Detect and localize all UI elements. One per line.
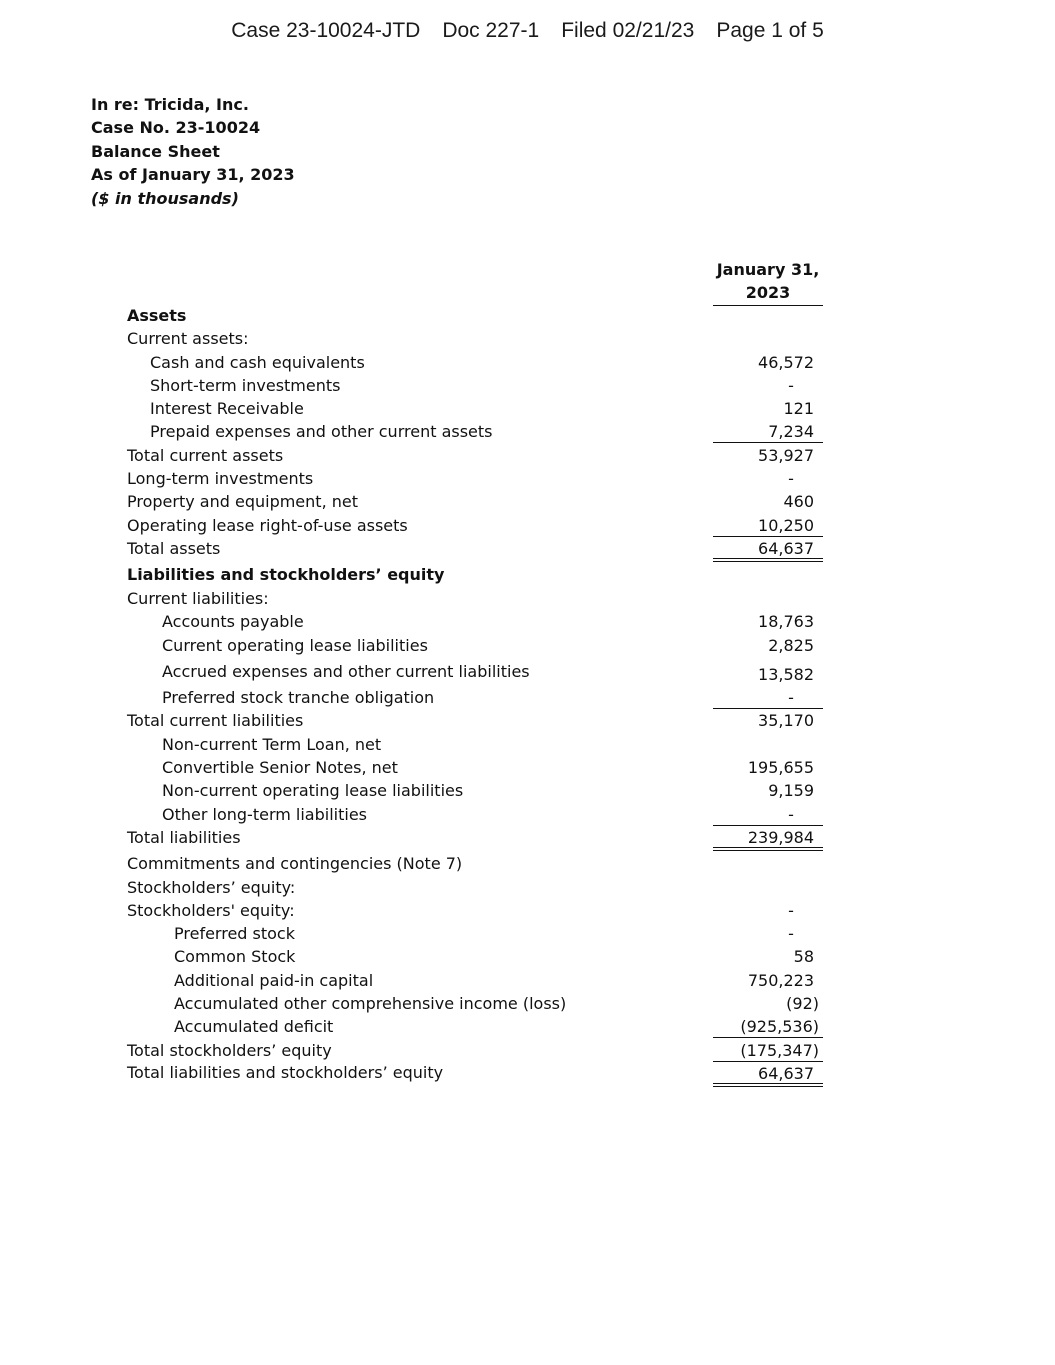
row-label: Total liabilities — [127, 828, 241, 847]
row-label: Long-term investments — [127, 469, 314, 488]
table-row — [0, 923, 1055, 945]
row-value: 121 — [783, 399, 814, 418]
row-value: 195,655 — [747, 758, 814, 777]
row-value: 35,170 — [758, 711, 814, 730]
table-row — [0, 877, 1055, 899]
row-value: 9,159 — [768, 781, 814, 800]
table-row — [0, 687, 1055, 709]
row-label: Operating lease right-of-use assets — [127, 516, 408, 535]
table-row — [0, 564, 1055, 586]
row-label: Total assets — [127, 539, 221, 558]
row-label: Preferred stock tranche obligation — [162, 688, 435, 707]
row-value: 53,927 — [758, 446, 814, 465]
table-row — [0, 611, 1055, 633]
row-value: 2,825 — [768, 636, 814, 655]
table-row — [0, 328, 1055, 350]
as-of-date: As of January 31, 2023 — [91, 165, 295, 185]
row-label: Accumulated deficit — [174, 1017, 334, 1036]
table-row — [0, 757, 1055, 779]
table-row — [0, 1040, 1055, 1062]
table-row — [0, 993, 1055, 1015]
column-header-line-2: 2023 — [745, 283, 791, 302]
row-label: Total stockholders’ equity — [127, 1041, 332, 1060]
row-value: - — [788, 924, 794, 943]
document-title-block — [91, 93, 295, 210]
case-number-stamp: Case 23-10024-JTD — [231, 19, 421, 42]
row-label: Total liabilities and stockholders’ equity — [127, 1063, 444, 1082]
row-label: Preferred stock — [174, 924, 295, 943]
row-label: Prepaid expenses and other current assets — [150, 422, 493, 441]
row-value: 64,637 — [713, 538, 823, 562]
table-row — [0, 421, 1055, 443]
row-label: Cash and cash equivalents — [150, 353, 365, 372]
table-row — [0, 538, 1055, 560]
table-row — [0, 853, 1055, 875]
section-heading-liabilities: Liabilities and stockholders’ equity — [127, 565, 445, 584]
row-label: Short-term investments — [150, 376, 341, 395]
table-row — [0, 445, 1055, 467]
column-header — [713, 258, 823, 306]
table-row — [0, 804, 1055, 826]
table-row — [0, 375, 1055, 397]
units-note: ($ in thousands) — [91, 188, 239, 208]
case-no-line: Case No. 23-10024 — [91, 118, 261, 138]
table-row — [0, 468, 1055, 490]
row-value: (175,347) — [713, 1040, 823, 1062]
court-filing-header — [0, 19, 1055, 43]
row-label: Convertible Senior Notes, net — [162, 758, 398, 777]
row-value: - — [713, 687, 823, 709]
table-row — [0, 491, 1055, 513]
row-value: 239,984 — [713, 827, 823, 851]
row-label: Accumulated other comprehensive income (loss) — [174, 994, 567, 1013]
row-value: 750,223 — [747, 971, 814, 990]
row-label: Current assets: — [127, 329, 249, 348]
row-label: Non-current Term Loan, net — [162, 735, 382, 754]
row-label: Property and equipment, net — [127, 492, 358, 511]
row-value: 18,763 — [758, 612, 814, 631]
table-row — [0, 1062, 1055, 1084]
row-value: 460 — [783, 492, 814, 511]
table-row — [0, 900, 1055, 922]
table-row — [0, 352, 1055, 374]
row-label: Stockholders' equity: — [127, 901, 295, 920]
row-value: (925,536) — [713, 1016, 823, 1038]
row-label: Accrued expenses and other current liabilities — [162, 662, 530, 681]
row-label: Accounts payable — [162, 612, 304, 631]
column-header-line-1: January 31, — [716, 260, 820, 279]
filed-date-stamp: Filed 02/21/23 — [561, 19, 695, 42]
row-label: Current operating lease liabilities — [162, 636, 428, 655]
table-row — [0, 946, 1055, 968]
table-row — [0, 305, 1055, 327]
row-label: Total current assets — [127, 446, 284, 465]
row-value: 13,582 — [758, 665, 814, 684]
row-value: 10,250 — [713, 515, 823, 537]
row-label: Additional paid-in capital — [174, 971, 374, 990]
doc-number-stamp: Doc 227-1 — [442, 19, 540, 42]
row-label: Interest Receivable — [150, 399, 304, 418]
row-value: 58 — [793, 947, 814, 966]
table-row — [0, 398, 1055, 420]
table-row — [0, 635, 1055, 657]
row-label: Total current liabilities — [127, 711, 304, 730]
table-row — [0, 827, 1055, 849]
page-number-stamp: Page 1 of 5 — [716, 19, 824, 42]
table-row — [0, 661, 1055, 683]
row-value: 7,234 — [713, 421, 823, 443]
statement-title: Balance Sheet — [91, 141, 220, 161]
table-row — [0, 780, 1055, 802]
table-row — [0, 734, 1055, 756]
table-row — [0, 588, 1055, 610]
row-label: Stockholders’ equity: — [127, 878, 296, 897]
row-value: 64,637 — [713, 1063, 823, 1087]
in-re-line: In re: Tricida, Inc. — [91, 95, 249, 114]
row-label: Common Stock — [174, 947, 296, 966]
row-value: 46,572 — [758, 353, 814, 372]
table-row — [0, 1016, 1055, 1038]
section-heading-assets: Assets — [127, 306, 187, 325]
row-label: Other long-term liabilities — [162, 805, 367, 824]
row-value: - — [788, 469, 794, 488]
row-label: Current liabilities: — [127, 589, 269, 608]
row-value: (92) — [786, 994, 819, 1013]
table-row — [0, 710, 1055, 732]
table-row — [0, 970, 1055, 992]
row-value: - — [788, 376, 794, 395]
row-value: - — [713, 804, 823, 826]
row-label: Commitments and contingencies (Note 7) — [127, 854, 463, 873]
row-value: - — [788, 901, 794, 920]
row-label: Non-current operating lease liabilities — [162, 781, 464, 800]
table-row — [0, 515, 1055, 537]
